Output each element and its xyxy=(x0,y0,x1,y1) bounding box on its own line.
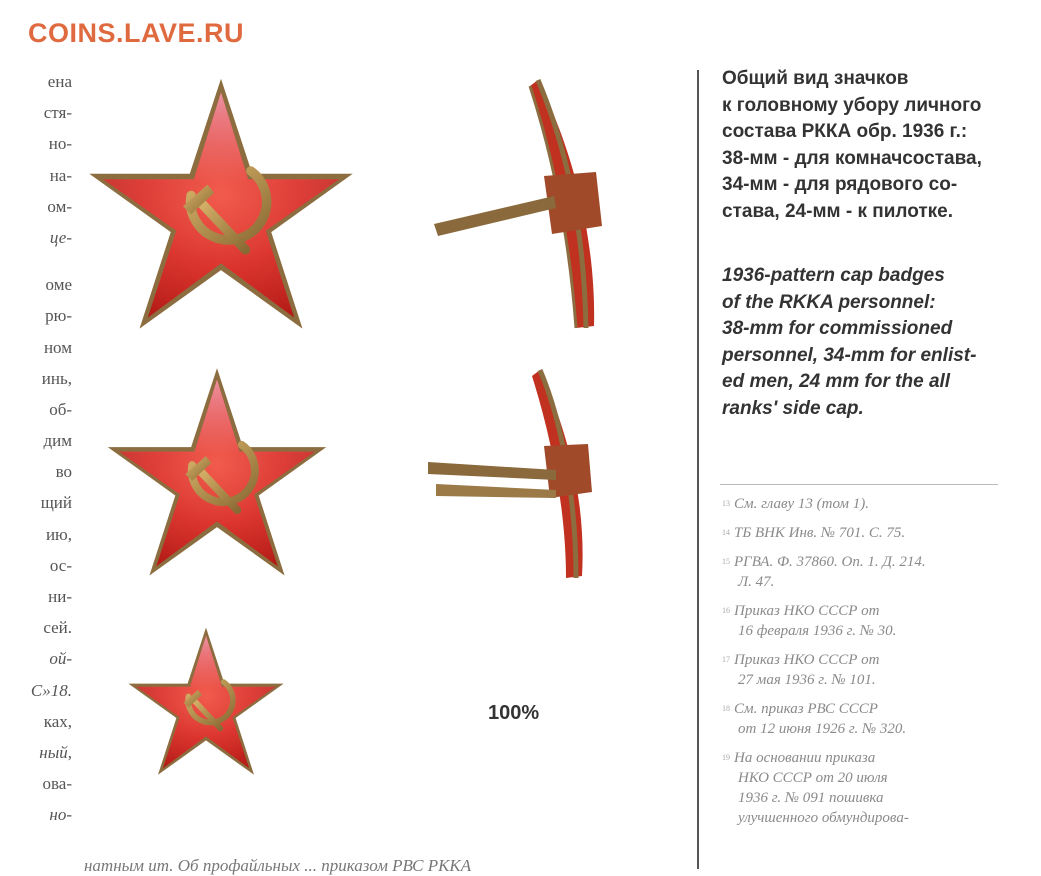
left-column-line: рю- xyxy=(45,306,72,326)
left-column-line: во xyxy=(55,462,72,482)
footnote xyxy=(722,494,1022,514)
footnote-line: НКО СССР от 20 июля xyxy=(738,770,888,786)
left-column-line: стя- xyxy=(43,103,72,123)
site-watermark: COINS.LAVE.RU xyxy=(28,18,245,48)
left-column-line: ни- xyxy=(48,587,72,606)
caption-english xyxy=(722,263,1022,423)
footnote-line: 27 мая 1936 г. № 101. xyxy=(738,672,876,688)
footnote-number: 15 xyxy=(722,557,730,566)
footnote-line: $^{19}$ На основании приказа xyxy=(722,750,876,766)
left-column-line: щий xyxy=(40,493,72,513)
caption-en-line: personnel, 34-mm for enlist- xyxy=(722,344,977,366)
caption-en-line: of the RKKA personnel: xyxy=(722,291,936,313)
footnote-line: $^{14}$ ТБ ВНК Инв. № 701. С. 75. xyxy=(722,525,906,541)
footnote-line: $^{13}$ См. главу 13 (том 1). xyxy=(722,496,869,512)
left-column-line: ках, xyxy=(43,711,72,731)
footnote-line: $^{15}$ РГВА. Ф. 37860. Оп. 1. Д. 214. xyxy=(722,554,926,570)
footnote-number: 13 xyxy=(722,499,730,508)
badge-34mm-side xyxy=(426,366,606,580)
left-column-line: ном xyxy=(43,337,72,357)
footnote xyxy=(722,748,1022,828)
footnote-number: 16 xyxy=(722,606,730,615)
left-column-line: дим xyxy=(43,431,72,451)
left-column-line: на- xyxy=(49,165,72,185)
left-column-line: ию, xyxy=(45,524,72,544)
caption-ru-line: 34-мм - для рядового со- xyxy=(722,174,958,196)
left-column-line: но- xyxy=(49,805,72,825)
badge-24mm-front xyxy=(126,622,286,782)
footnote xyxy=(722,650,1022,690)
caption-ru-line: Общий вид значков xyxy=(722,68,909,89)
footnote-line: $^{17}$ Приказ НКО СССР от xyxy=(722,652,880,668)
footnote-line: улучшенного обмундирова- xyxy=(738,810,909,826)
footnote xyxy=(722,699,1022,739)
scale-label: 100% xyxy=(488,702,540,724)
footnotes xyxy=(722,494,1022,837)
left-column-line: це- xyxy=(49,227,72,247)
left-column-line xyxy=(0,253,72,269)
left-column-text xyxy=(0,66,72,831)
footnote-line: 16 февраля 1936 г. № 30. xyxy=(738,623,897,639)
caption-ru-line: к головному убору личного xyxy=(722,94,982,116)
caption-ru-line: 38-мм - для комначсостава, xyxy=(722,147,982,169)
left-column-line: ос- xyxy=(49,555,72,575)
badge-38mm-side xyxy=(426,76,626,336)
left-column-line: ой- xyxy=(49,649,72,669)
footnote-divider xyxy=(720,484,998,485)
caption-en-line: 1936-pattern cap badges xyxy=(722,265,945,286)
caption-ru-line: става, 24-мм - к пилотке. xyxy=(722,200,954,222)
left-column-line: инь, xyxy=(41,368,72,388)
footnote-number: 18 xyxy=(722,704,730,713)
footnote xyxy=(722,601,1022,641)
caption-en-line: ed men, 24 mm for the all xyxy=(722,371,951,393)
footnote-line: $^{18}$ См. приказ РВС СССР xyxy=(722,701,878,717)
footnote-line: 1936 г. № 091 пошивка xyxy=(738,790,884,806)
left-column-line: С»18. xyxy=(30,680,72,700)
footnote-number: 17 xyxy=(722,655,730,664)
column-divider xyxy=(697,70,699,869)
left-column-line: сей. xyxy=(43,618,72,638)
left-column-line: но- xyxy=(48,134,72,154)
footnote-line: от 12 июня 1926 г. № 320. xyxy=(738,721,907,737)
footnote-line: Л. 47. xyxy=(738,574,775,590)
left-column-line: ова- xyxy=(42,774,72,794)
left-column-line: об- xyxy=(49,399,72,419)
caption-en-line: ranks' side cap. xyxy=(722,397,864,419)
footnote xyxy=(722,523,1022,543)
caption-en-line: 38-mm for commissioned xyxy=(722,318,953,340)
left-column-line: ный, xyxy=(39,742,72,762)
caption-ru-line: состава РККА обр. 1936 г.: xyxy=(722,121,968,143)
footnote-line: $^{16}$ Приказ НКО СССР от xyxy=(722,603,880,619)
badge-38mm-front xyxy=(82,76,360,334)
footnote xyxy=(722,552,1022,592)
footnote-number: 14 xyxy=(722,528,730,537)
bottom-text-fragment: натным ит. Об профайльных ... приказом РВС РККА xyxy=(84,856,472,875)
left-column-line: ена xyxy=(47,72,72,91)
left-column-line: оме xyxy=(45,275,72,295)
badge-34mm-front xyxy=(104,366,330,580)
left-column-line: ом- xyxy=(47,196,72,216)
caption-russian xyxy=(722,66,1022,226)
footnote-number: 19 xyxy=(722,753,730,762)
